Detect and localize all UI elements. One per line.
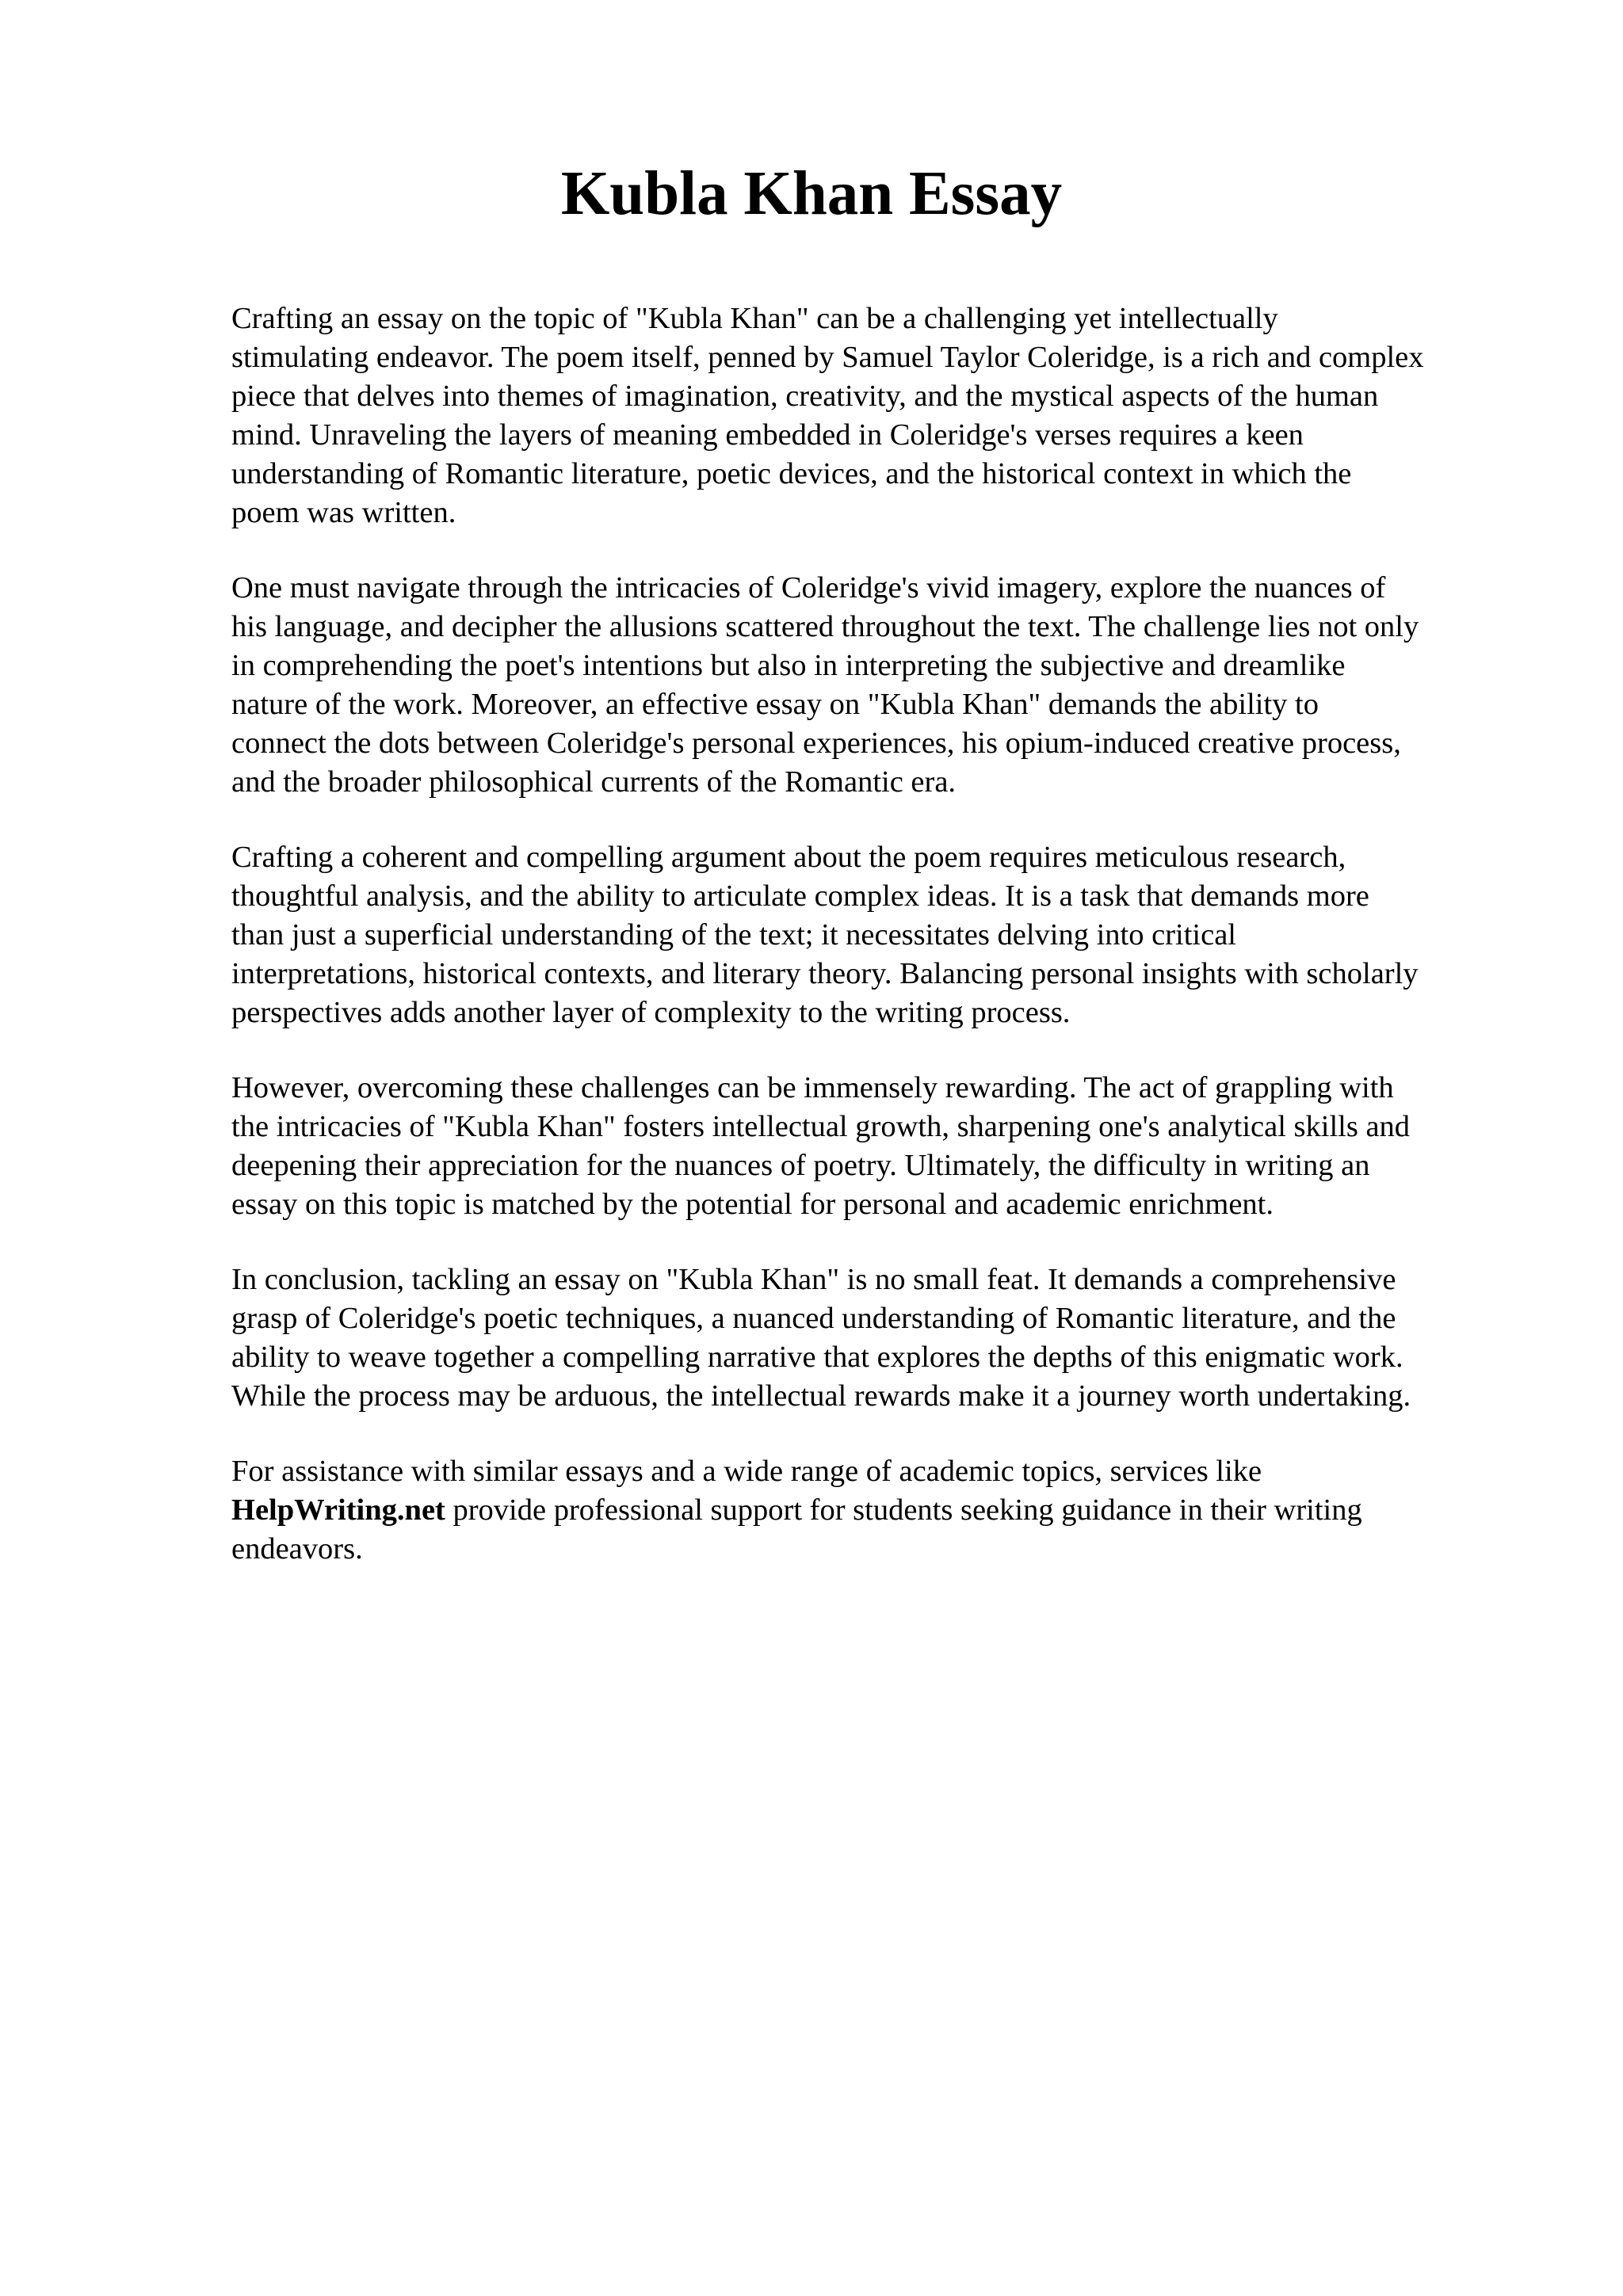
paragraph-line: For assistance with similar essays and a wide range of academic topics, services like — [231, 1455, 1262, 1488]
helpwriting-brand-link[interactable]: HelpWriting.net — [231, 1493, 445, 1527]
paragraph-line: grasp of Coleridge's poetic techniques, a nuanced understanding of Romantic literature, and the — [231, 1302, 1396, 1335]
paragraph-line: connect the dots between Coleridge's personal experiences, his opium-induced creative process, — [231, 727, 1401, 760]
paragraph-5 — [231, 1261, 1531, 1416]
paragraph-line: endeavors. — [231, 1532, 363, 1566]
paragraph-line — [231, 1491, 1531, 1530]
paragraph-line: poem was written. — [231, 496, 456, 529]
closing-paragraph — [231, 1452, 1531, 1569]
paragraph-3 — [231, 838, 1531, 1032]
paragraph-line: and the broader philosophical currents of the Romantic era. — [231, 765, 957, 799]
paragraph-line: Crafting a coherent and compelling argument about the poem requires meticulous research, — [231, 841, 1346, 874]
paragraph-line: stimulating endeavor. The poem itself, penned by Samuel Taylor Coleridge, is a rich and complex — [231, 341, 1424, 374]
essay-body — [231, 299, 1531, 1605]
paragraph-line: essay on this topic is matched by the potential for personal and academic enrichment. — [231, 1188, 1274, 1221]
paragraph-line: understanding of Romantic literature, poetic devices, and the historical context in which the — [231, 457, 1352, 490]
paragraph-4 — [231, 1069, 1531, 1224]
paragraph-line: in comprehending the poet's intentions but also in interpreting the subjective and dreamlike — [231, 649, 1346, 682]
paragraph-line: In conclusion, tackling an essay on "Kubla Khan" is no small feat. It demands a comprehensive — [231, 1263, 1396, 1296]
paragraph-line: However, overcoming these challenges can be immensely rewarding. The act of grappling with — [231, 1071, 1394, 1104]
paragraph-line: ability to weave together a compelling narrative that explores the depths of this enigmatic work. — [231, 1341, 1403, 1374]
page-title: Kubla Khan Essay — [560, 159, 1063, 228]
paragraph-line: mind. Unraveling the layers of meaning embedded in Coleridge's verses requires a keen — [231, 418, 1304, 452]
paragraph-line: nature of the work. Moreover, an effective essay on "Kubla Khan" demands the ability to — [231, 688, 1319, 721]
paragraph-line: deepening their appreciation for the nuances of poetry. Ultimately, the difficulty in writing an — [231, 1149, 1370, 1182]
paragraph-line: interpretations, historical contexts, and literary theory. Balancing personal insights with scholarly — [231, 957, 1419, 990]
paragraph-1 — [231, 299, 1531, 532]
paragraph-line: One must navigate through the intricacies of Coleridge's vivid imagery, explore the nuances of — [231, 571, 1386, 605]
paragraph-line: his language, and decipher the allusions scattered throughout the text. The challenge lies not only — [231, 610, 1419, 643]
paragraph-line: the intricacies of "Kubla Khan" fosters intellectual growth, sharpening one's analytical skills and — [231, 1110, 1411, 1143]
paragraph-line: While the process may be arduous, the intellectual rewards make it a journey worth undertaking. — [231, 1379, 1411, 1413]
paragraph-line: than just a superficial understanding of the text; it necessitates delving into critical — [231, 918, 1236, 952]
paragraph-line: thoughtful analysis, and the ability to articulate complex ideas. It is a task that demands more — [231, 879, 1369, 913]
closing-line-text: provide professional support for students seeking guidance in their writing — [445, 1493, 1362, 1527]
paragraph-line: piece that delves into themes of imagination, creativity, and the mystical aspects of the human — [231, 379, 1379, 413]
paragraph-line: perspectives adds another layer of complexity to the writing process. — [231, 996, 1071, 1029]
paragraph-2 — [231, 569, 1531, 802]
paragraph-line: Crafting an essay on the topic of "Kubla Khan" can be a challenging yet intellectually — [231, 302, 1278, 335]
